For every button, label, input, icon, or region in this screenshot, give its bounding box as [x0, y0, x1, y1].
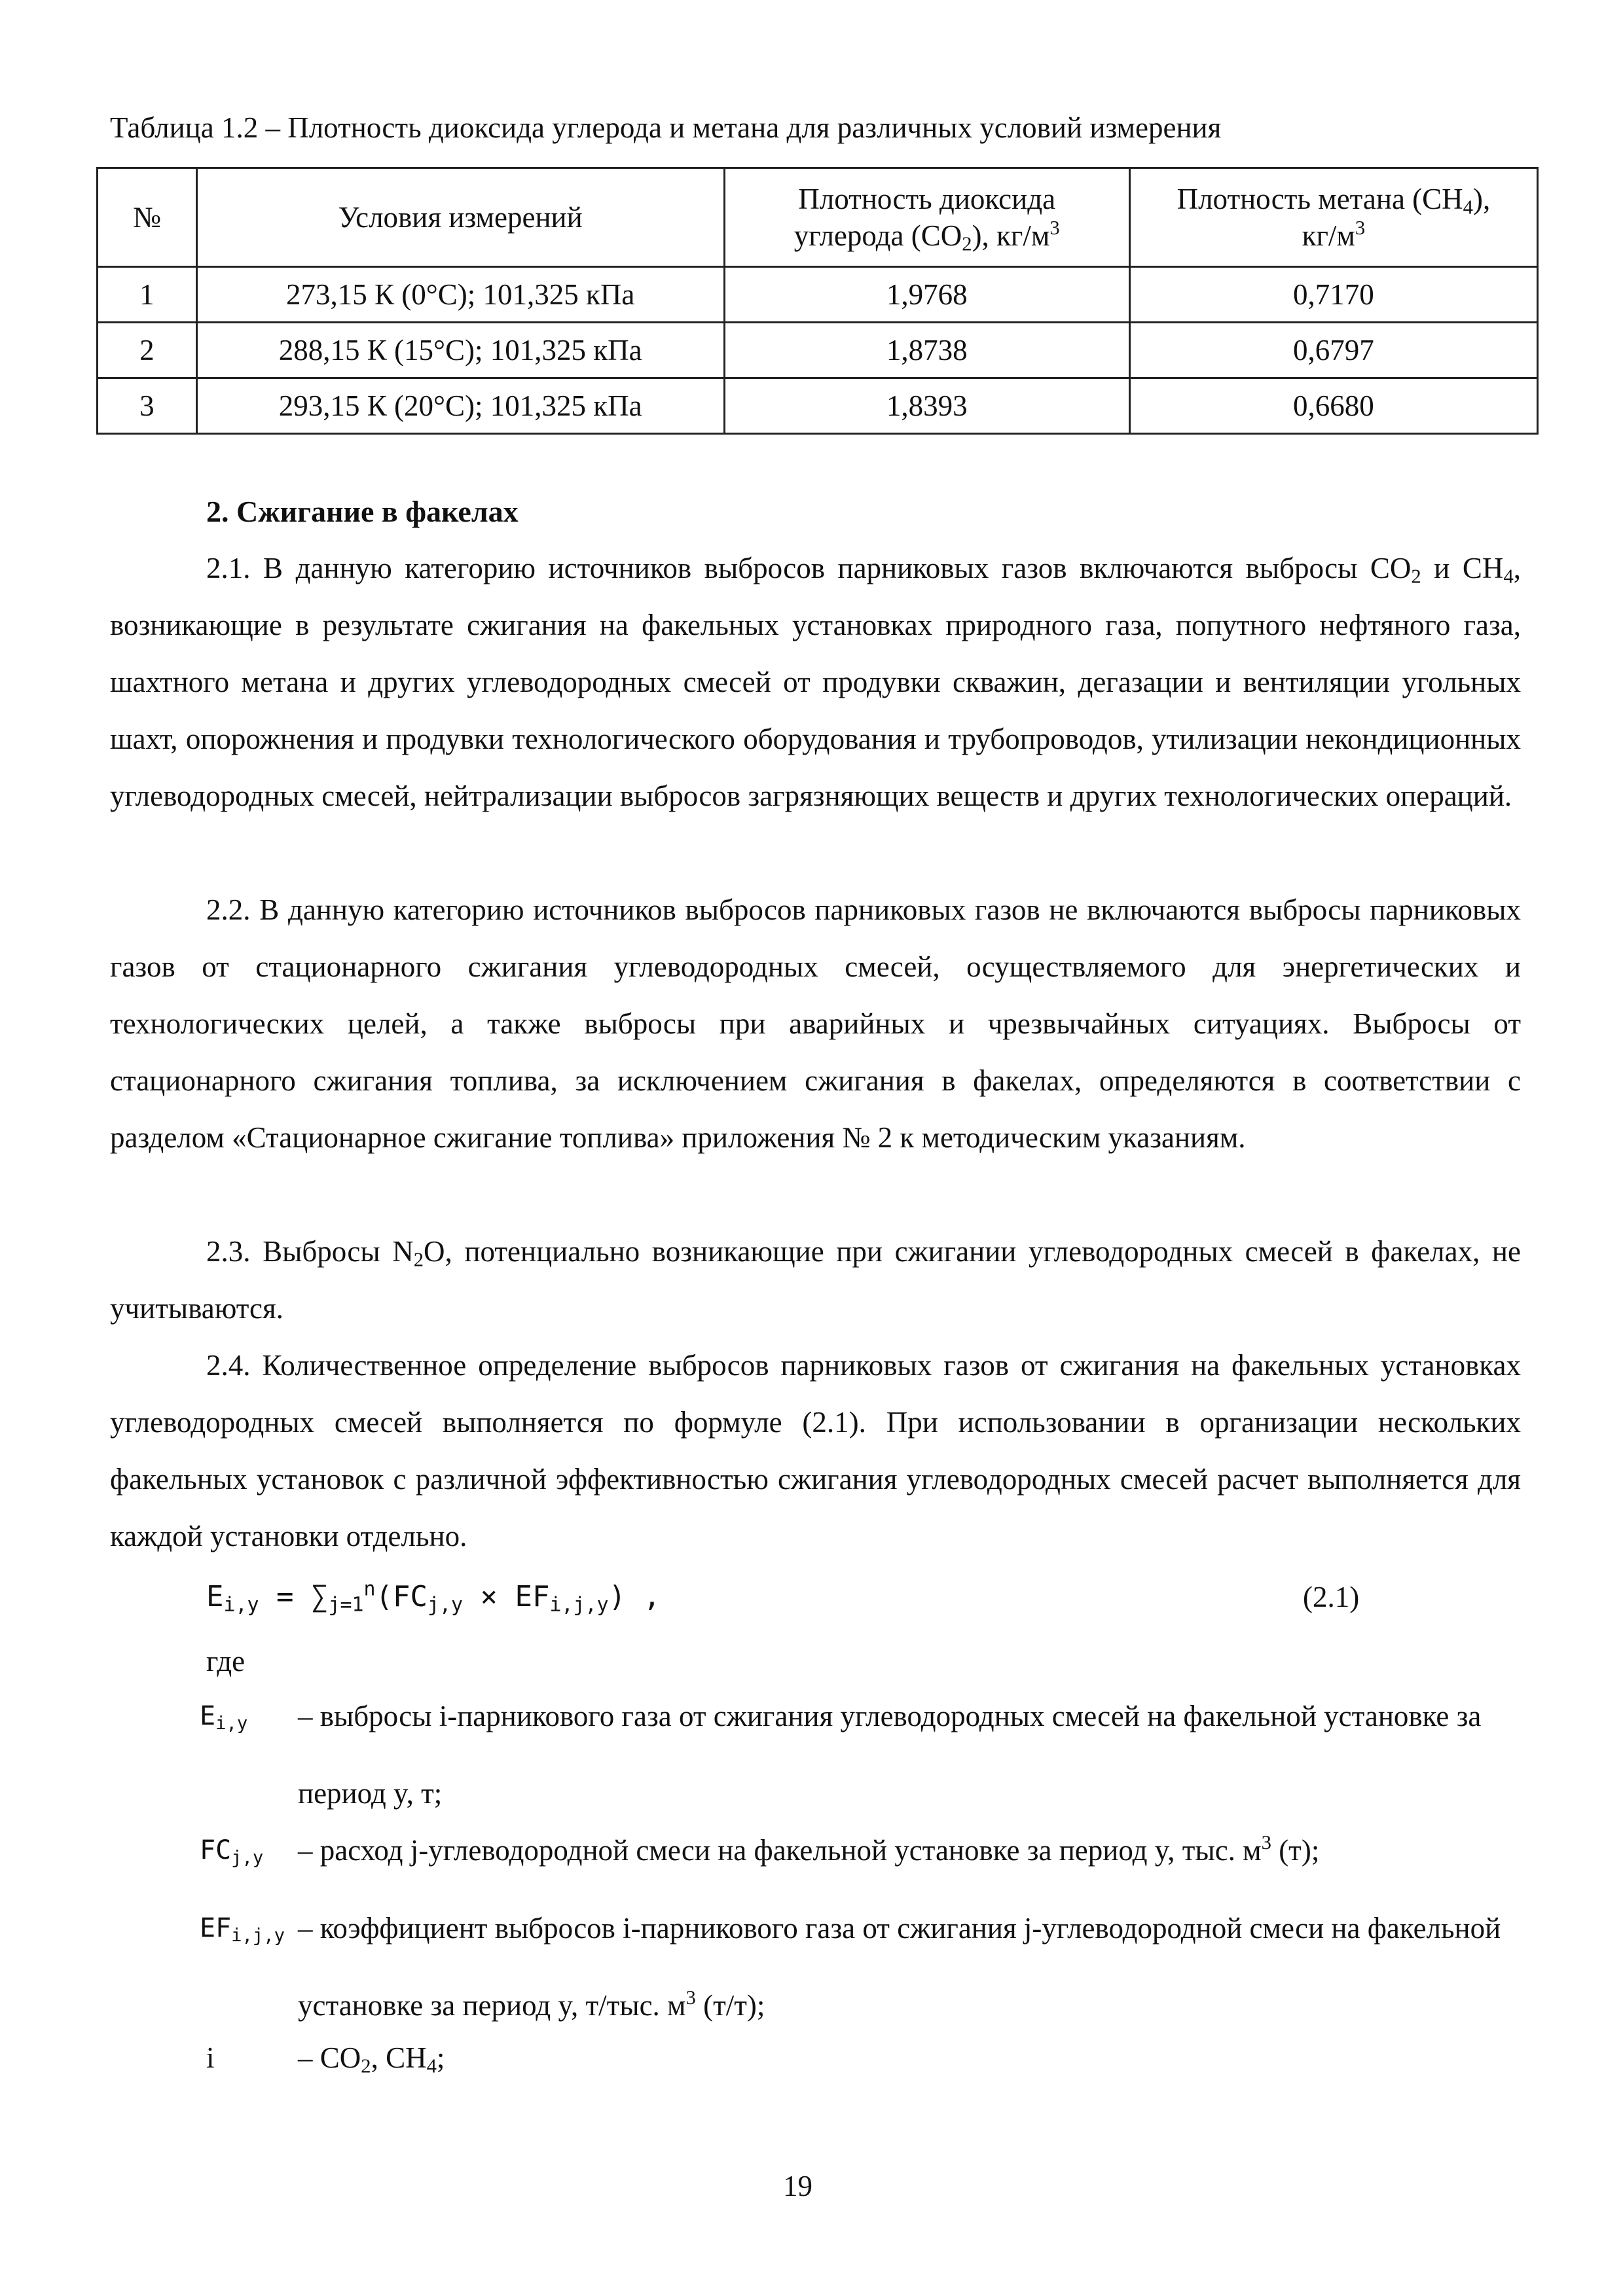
cell-number: 3 — [98, 378, 197, 434]
table-header-row — [98, 168, 1538, 267]
cell-conditions: 293,15 К (20°С); 101,325 кПа — [196, 378, 724, 434]
definition-fc: – расход j-углеводородной смеси на факельной установке за период y, тыс. $м^3$ (т); — [298, 1831, 1320, 1867]
header-co2-density: Плотность диоксида углерода $(CO_2)$, $кг/м^3$ — [724, 168, 1129, 267]
cell-conditions: 273,15 К (0°С); 101,325 кПа — [196, 267, 724, 323]
table-row — [98, 323, 1538, 378]
cell-number: 2 — [98, 323, 197, 378]
table-row — [98, 378, 1538, 434]
formula-number: (2.1) — [1303, 1581, 1360, 1613]
cell-ch4: 0,6680 — [1129, 378, 1537, 434]
paragraph-2-2: 2.2. В данную категорию источников выбросов парниковых газов не включаются выбросы парниковых газов от стационарного сжигания углеводородных смесей, осуществляемого для энергетических и технологических целей, а также выбросы при аварийных и чрезвычайных ситуациях. Выбросы от стационарного сжигания топлива, за исключением сжигания в факелах, определяются в соответствии с разделом «Стационарное сжигание топлива» приложения № 2 к методическим указаниям. — [110, 893, 1521, 1154]
cell-co2: 1,9768 — [724, 267, 1129, 323]
cell-conditions: 288,15 К (15°С); 101,325 кПа — [196, 323, 724, 378]
density-table — [96, 167, 1539, 435]
page-number: 19 — [783, 2170, 812, 2202]
paragraph-2-1: 2.1. В данную категорию источников выбросов парниковых газов включаются выбросы $CO_2$ и $CH_4$, возникающие в результате сжигания на факельных установках природного газа, попутного нефтяного газа, шахтного метана и других углеводородных смесей от продувки скважин, дегазации и вентиляции угольных шахт, опорожнения и продувки технологического оборудования и трубопроводов, утилизации некондиционных углеводородных смесей, нейтрализации выбросов загрязняющих веществ и других технологических операций. — [110, 552, 1521, 812]
paragraph-2-4: 2.4. Количественное определение выбросов парниковых газов от сжигания на факельных установках углеводородных смесей выполняется по формуле (2.1). При использовании в организации нескольких факельных установок с различной эффективностью сжигания углеводородных смесей расчет выполняется для каждой установки отдельно. — [110, 1349, 1521, 1552]
symbol-ef: $EF_{i,j,y}$ — [200, 1913, 285, 1946]
symbol-fc: $FC_{j,y}$ — [200, 1835, 264, 1868]
table-caption: Таблица 1.2 – Плотность диоксида углерода и метана для различных условий измерения — [110, 111, 1222, 144]
symbol-e: $E_{i,y}$ — [200, 1701, 248, 1734]
cell-ch4: 0,6797 — [1129, 323, 1537, 378]
formula-2-1: $E_{i,y} = \sum_{j=1}^n(FC_{j,y} \times EF_{i,j,y})$ , — [206, 1577, 661, 1617]
where-label: где — [206, 1645, 246, 1677]
header-conditions: Условия измерений — [196, 168, 724, 267]
definition-i: – $CO_2$, $CH_4$; — [298, 2041, 445, 2077]
cell-ch4: 0,7170 — [1129, 267, 1537, 323]
symbol-i: i — [206, 2041, 215, 2074]
header-number: № — [98, 168, 197, 267]
header-ch4-density: Плотность метана $(CH_4)$, $кг/м^3$ — [1129, 168, 1537, 267]
cell-co2: 1,8393 — [724, 378, 1129, 434]
cell-number: 1 — [98, 267, 197, 323]
cell-co2: 1,8738 — [724, 323, 1129, 378]
table-row — [98, 267, 1538, 323]
definition-ef: – коэффициент выбросов i-парникового газа от сжигания j-углеводородной смеси на факельной установке за период y, т/тыс. $м^3$ (т/т); — [298, 1912, 1501, 2022]
section-heading: 2. Сжигание в факелах — [206, 495, 519, 528]
definition-e: – выбросы i-парникового газа от сжигания углеводородных смесей на факельной установке за период y, т; — [298, 1700, 1482, 1810]
paragraph-2-3: 2.3. Выбросы $N_2O$, потенциально возникающие при сжигании углеводородных смесей в факелах, не учитываются. — [110, 1235, 1521, 1325]
